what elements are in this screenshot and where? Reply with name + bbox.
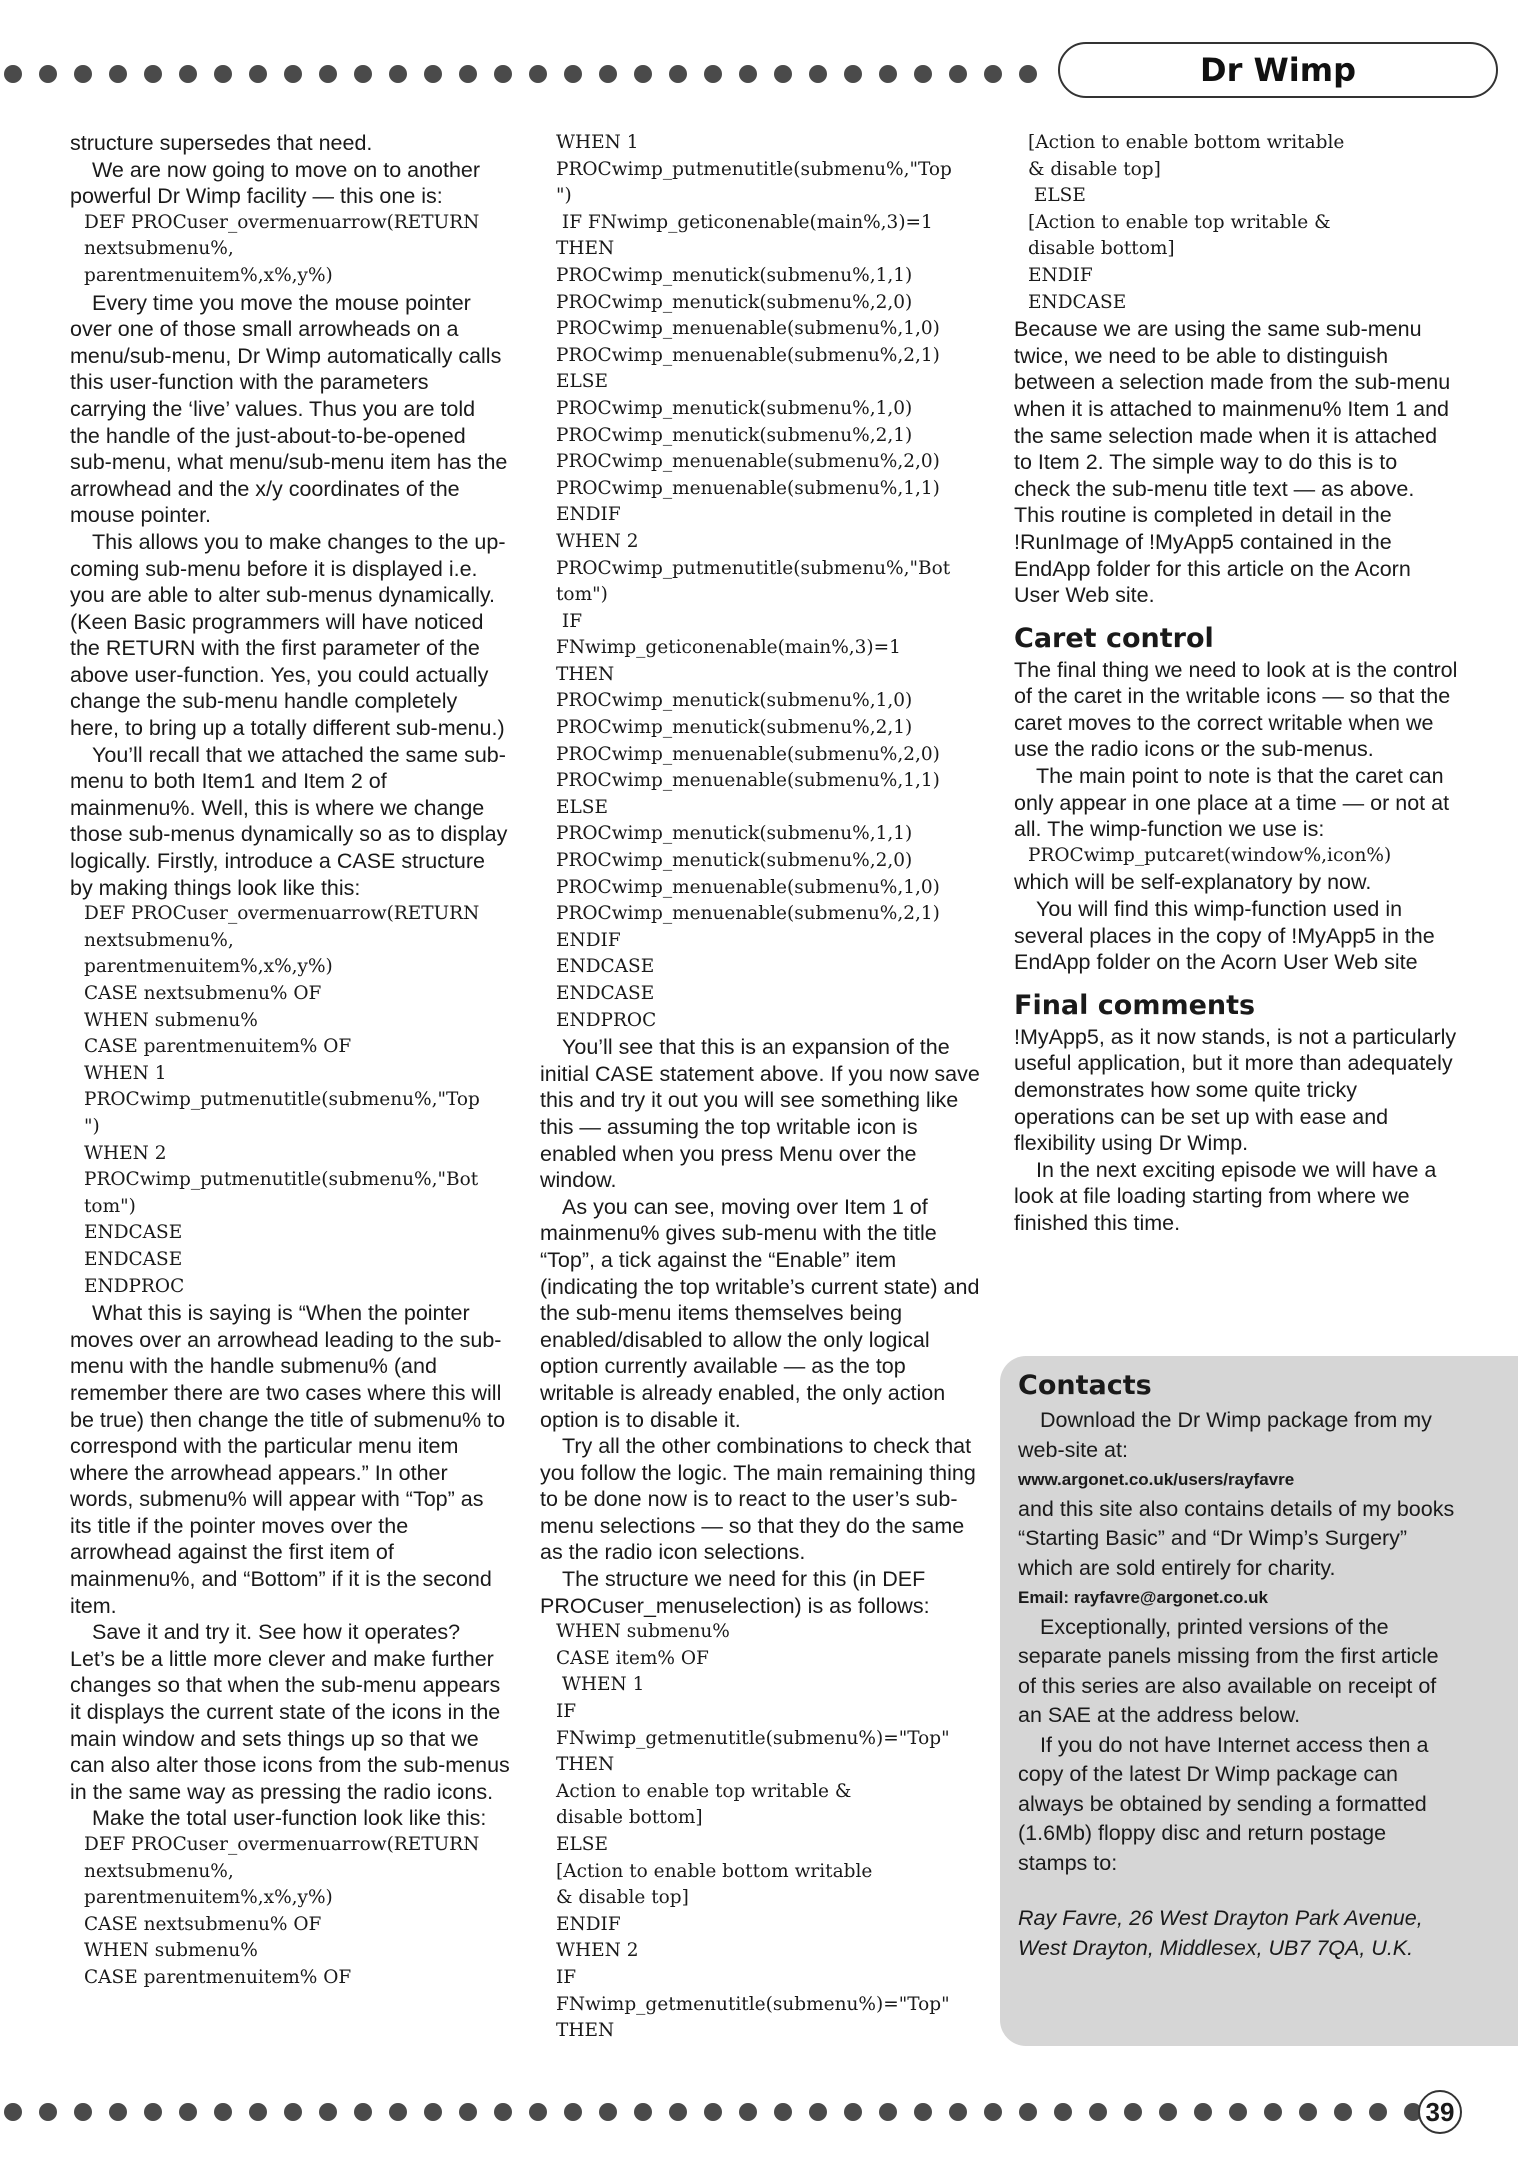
rule-dot <box>1334 2103 1352 2121</box>
rule-dot <box>179 2103 197 2121</box>
rule-dot <box>459 2103 477 2121</box>
paragraph: Make the total user-function look like this: <box>92 1806 487 1831</box>
section-title: Dr Wimp <box>1200 51 1356 89</box>
rule-dot <box>669 2103 687 2121</box>
email-address[interactable]: Email: rayfavre@argonet.co.uk <box>1018 1588 1268 1607</box>
rule-dot <box>809 65 827 83</box>
rule-dot <box>1264 2103 1282 2121</box>
rule-dot <box>774 65 792 83</box>
code-block: WHEN submenu% CASE item% OF WHEN 1 IF FNwimp_getmenutitle(submenu%)="Top" THEN Action to enable top writable & disable bottom] ELSE [Action to enable bottom writable & disable top] ENDIF WHEN 2 IF FNwimp_getmenutitle(submenu%)="Top" THEN <box>556 1621 950 2042</box>
rule-dot <box>319 65 337 83</box>
rule-dot <box>249 65 267 83</box>
paragraph: Because we are using the same sub-menu twice, we need to be able to distinguish between a selection made from the sub-menu when it is attached to mainmenu% Item 1 and the same selection made when it is attached to Item 2. The simple way to do this is to check the sub-menu title text — as above. This routine is completed in detail in the !RunImage of !MyApp5 contained in the EndApp folder for this article on the Acorn User Web site. <box>1014 317 1451 608</box>
paragraph: We are now going to move on to another powerful Dr Wimp facility — this one is: <box>70 157 481 209</box>
rule-dot <box>144 65 162 83</box>
rule-dot <box>949 2103 967 2121</box>
column-1 <box>70 130 510 1992</box>
rule-dot <box>4 65 22 83</box>
rule-dot <box>634 65 652 83</box>
paragraph: !MyApp5, as it now stands, is not a particularly useful application, but it more than adequately demonstrates how some quite tricky operations can be set up with ease and flexibility using Dr Wimp. <box>1014 1024 1457 1156</box>
paragraph: What this is saying is “When the pointer moves over an arrowhead leading to the sub-menu with the handle submenu% (and remember there are two cases where this will be true) then change the title of submenu% to correspond with the particular menu item where the arrowhead appears.” In other words, submenu% will appear with “Top” as its title if the pointer moves over the arrowhead against the first item of mainmenu%, and “Bottom” if it is the second item. <box>70 1301 506 1618</box>
rule-dot <box>1054 2103 1072 2121</box>
rule-dot <box>249 2103 267 2121</box>
rule-dot <box>179 65 197 83</box>
paragraph: This allows you to make changes to the up-coming sub-menu before it is displayed i.e. you are able to alter sub-menus dynamically. (Keen Basic programmers will have noticed the RETURN with the first parameter of the above user-function. Yes, you could actually change the sub-menu handle completely here, to bring up a totally different sub-menu.) <box>70 529 506 741</box>
rule-dot <box>319 2103 337 2121</box>
page-number-text: 39 <box>1425 2096 1455 2127</box>
rule-dot <box>4 2103 22 2121</box>
code-block: DEF PROCuser_overmenuarrow(RETURN nextsubmenu%, parentmenuitem%,x%,y%) <box>84 211 480 286</box>
paragraph: Try all the other combinations to check that you follow the logic. The main remaining thing to be done now is to react to the user’s sub-menu selections — so that they do the same as the radio icon selections. <box>540 1434 976 1565</box>
paragraph: and this site also contains details of my books “Starting Basic” and “Dr Wimp’s Surgery” which are sold entirely for charity. <box>1018 1496 1455 1580</box>
rule-dot <box>424 65 442 83</box>
rule-dot <box>214 65 232 83</box>
rule-dot <box>1299 2103 1317 2121</box>
rule-dot <box>949 65 967 83</box>
rule-dot <box>984 2103 1002 2121</box>
paragraph: You’ll recall that we attached the same sub-menu to both Item1 and Item 2 of mainmenu%. Well, this is where we change those sub-menus dynamically so as to display logically. Firstly, introduce a CASE structure by making things look like this: <box>70 742 508 900</box>
rule-dot <box>1019 65 1037 83</box>
rule-dot <box>284 2103 302 2121</box>
rule-dot <box>144 2103 162 2121</box>
paragraph: The final thing we need to look at is the control of the caret in the writable icons — so that the caret moves to the correct writable when we use the radio icons or the sub-menus. <box>1014 657 1458 762</box>
rule-dot <box>354 2103 372 2121</box>
rule-dot <box>1369 2103 1387 2121</box>
paragraph: If you do not have Internet access then a copy of the latest Dr Wimp package can always be obtained by sending a formatted (1.6Mb) floppy disc and return postage stamps to: <box>1018 1732 1429 1875</box>
paragraph: The structure we need for this (in DEF PROCuser_menuselection) is as follows: <box>540 1567 930 1618</box>
rule-dot <box>1019 2103 1037 2121</box>
rule-dot <box>284 65 302 83</box>
rule-dot <box>1089 2103 1107 2121</box>
rule-dot <box>809 2103 827 2121</box>
paragraph: You’ll see that this is an expansion of the initial CASE statement above. If you now save this and try it out you will see something like this — assuming the top writable icon is enabled when you press Menu over the window. <box>540 1035 980 1193</box>
rule-dot <box>1229 2103 1247 2121</box>
code-block: [Action to enable bottom writable & disable top] ELSE [Action to enable top writable & disable bottom] ENDIF ENDCASE <box>1028 132 1345 313</box>
paragraph: structure supersedes that need. <box>70 131 373 155</box>
contacts-heading: Contacts <box>1018 1370 1152 1401</box>
paragraph: Every time you move the mouse pointer over one of those small arrowheads on a menu/sub-menu, Dr Wimp automatically calls this user-function with the parameters carrying the ‘live’ values. Thus you are told the handle of the just-about-to-be-opened sub-menu, what menu/sub-menu item has the arrowhead and the x/y coordinates of the mouse pointer. <box>70 290 508 528</box>
paragraph: In the next exciting episode we will have a look at file loading starting from where we finished this time. <box>1014 1157 1437 1235</box>
code-block: WHEN 1 PROCwimp_putmenutitle(submenu%,"Top ") IF FNwimp_geticonenable(main%,3)=1 THEN PROCwimp_menutick(submenu%,1,1) PROCwimp_menutick(submenu%,2,0) PROCwimp_menuenable(submenu%,1,0) PROCwimp_menuenable(submenu%,2,1) ELSE PROCwimp_menutick(submenu%,1,0) PROCwimp_menutick(submenu%,2,1) PROCwimp_menuenable(submenu%,2,0) PROCwimp_menuenable(submenu%,1,1) ENDIF WHEN 2 PROCwimp_putmenutitle(submenu%,"Bot tom") IF FNwimp_geticonenable(main%,3)=1 THEN PROCwimp_menutick(submenu%,1,0) PROCwimp_menutick(submenu%,2,1) PROCwimp_menuenable(submenu%,2,0) PROCwimp_menuenable(submenu%,1,1) ELSE PROCwimp_menutick(submenu%,1,1) PROCwimp_menutick(submenu%,2,0) PROCwimp_menuenable(submenu%,1,0) PROCwimp_menuenable(submenu%,2,1) ENDIF ENDCASE ENDCASE ENDPROC <box>556 132 952 1031</box>
rule-dot <box>529 2103 547 2121</box>
rule-dot <box>214 2103 232 2121</box>
rule-dot <box>74 65 92 83</box>
postal-address: Ray Favre, 26 West Drayton Park Avenue, West Drayton, Middlesex, UB7 7QA, U.K. <box>1018 1906 1423 1960</box>
rule-dot <box>984 65 1002 83</box>
paragraph: which will be self-explanatory by now. <box>1014 870 1372 895</box>
rule-dot <box>739 2103 757 2121</box>
rule-dot <box>494 65 512 83</box>
code-block: DEF PROCuser_overmenuarrow(RETURN nextsubmenu%, parentmenuitem%,x%,y%) CASE nextsubmenu% OF WHEN submenu% CASE parentmenuitem% OF WHEN 1 PROCwimp_putmenutitle(submenu%,"Top ") WHEN 2 PROCwimp_putmenutitle(submenu%,"Bot tom") ENDCASE ENDCASE ENDPROC <box>84 903 480 1297</box>
paragraph: You will find this wimp-function used in several places in the copy of !MyApp5 in the EndApp folder on the Acorn User Web site <box>1014 897 1435 975</box>
rule-dot <box>389 2103 407 2121</box>
paragraph: As you can see, moving over Item 1 of mainmenu% gives sub-menu with the title “Top”, a tick against the “Enable” item (indicating the top writable’s current state) and the sub-menu items themselves being enabled/disabled to allow the only logical option currently available — as the top writable is already enabled, the only action option is to disable it. <box>540 1194 980 1432</box>
column-3 <box>1014 130 1458 1237</box>
rule-dot <box>424 2103 442 2121</box>
bottom-dot-rule <box>0 2092 1518 2132</box>
code-block: DEF PROCuser_overmenuarrow(RETURN nextsubmenu%, parentmenuitem%,x%,y%) CASE nextsubmenu% OF WHEN submenu% CASE parentmenuitem% OF <box>84 1834 480 1988</box>
rule-dot <box>529 65 547 83</box>
rule-dot <box>39 65 57 83</box>
rule-dot <box>844 65 862 83</box>
rule-dot <box>599 2103 617 2121</box>
rule-dot <box>844 2103 862 2121</box>
code-block: PROCwimp_putcaret(window%,icon%) <box>1028 844 1392 866</box>
rule-dot <box>914 65 932 83</box>
paragraph: The main point to note is that the caret can only appear in one place at a time — or not at all. The wimp-function we use is: <box>1014 764 1450 842</box>
rule-dot <box>599 65 617 83</box>
rule-dot <box>354 65 372 83</box>
rule-dot <box>1124 2103 1142 2121</box>
rule-dot <box>774 2103 792 2121</box>
section-banner <box>1058 42 1498 98</box>
paragraph: Download the Dr Wimp package from my web-site at: <box>1018 1408 1432 1462</box>
rule-dot <box>389 65 407 83</box>
rule-dot <box>1194 2103 1212 2121</box>
rule-dot <box>634 2103 652 2121</box>
rule-dot <box>74 2103 92 2121</box>
rule-dot <box>494 2103 512 2121</box>
rule-dot <box>39 2103 57 2121</box>
rule-dot <box>879 65 897 83</box>
rule-dot <box>459 65 477 83</box>
rule-dot <box>564 2103 582 2121</box>
website-url[interactable]: www.argonet.co.uk/users/rayfavre <box>1018 1470 1295 1489</box>
rule-dot <box>739 65 757 83</box>
rule-dot <box>704 65 722 83</box>
rule-dot <box>669 65 687 83</box>
paragraph: Exceptionally, printed versions of the separate panels missing from the first article of this series are also available on receipt of an SAE at the address below. <box>1018 1614 1439 1727</box>
rule-dot <box>564 65 582 83</box>
section-heading: Final comments <box>1014 989 1256 1021</box>
rule-dot <box>109 65 127 83</box>
section-heading: Caret control <box>1014 622 1214 654</box>
contacts-content <box>1018 1370 1458 1963</box>
paragraph: Save it and try it. See how it operates? Let’s be a little more clever and make further changes so that when the sub-menu appears it displays the current state of the icons in the main window and sets things up so that we can also alter those icons from the sub-menus in the same way as pressing the radio icons. <box>70 1620 510 1804</box>
rule-dot <box>704 2103 722 2121</box>
rule-dot <box>879 2103 897 2121</box>
rule-dot <box>1159 2103 1177 2121</box>
rule-dot <box>109 2103 127 2121</box>
rule-dot <box>914 2103 932 2121</box>
column-2 <box>540 130 980 2045</box>
page-number <box>1418 2090 1462 2134</box>
